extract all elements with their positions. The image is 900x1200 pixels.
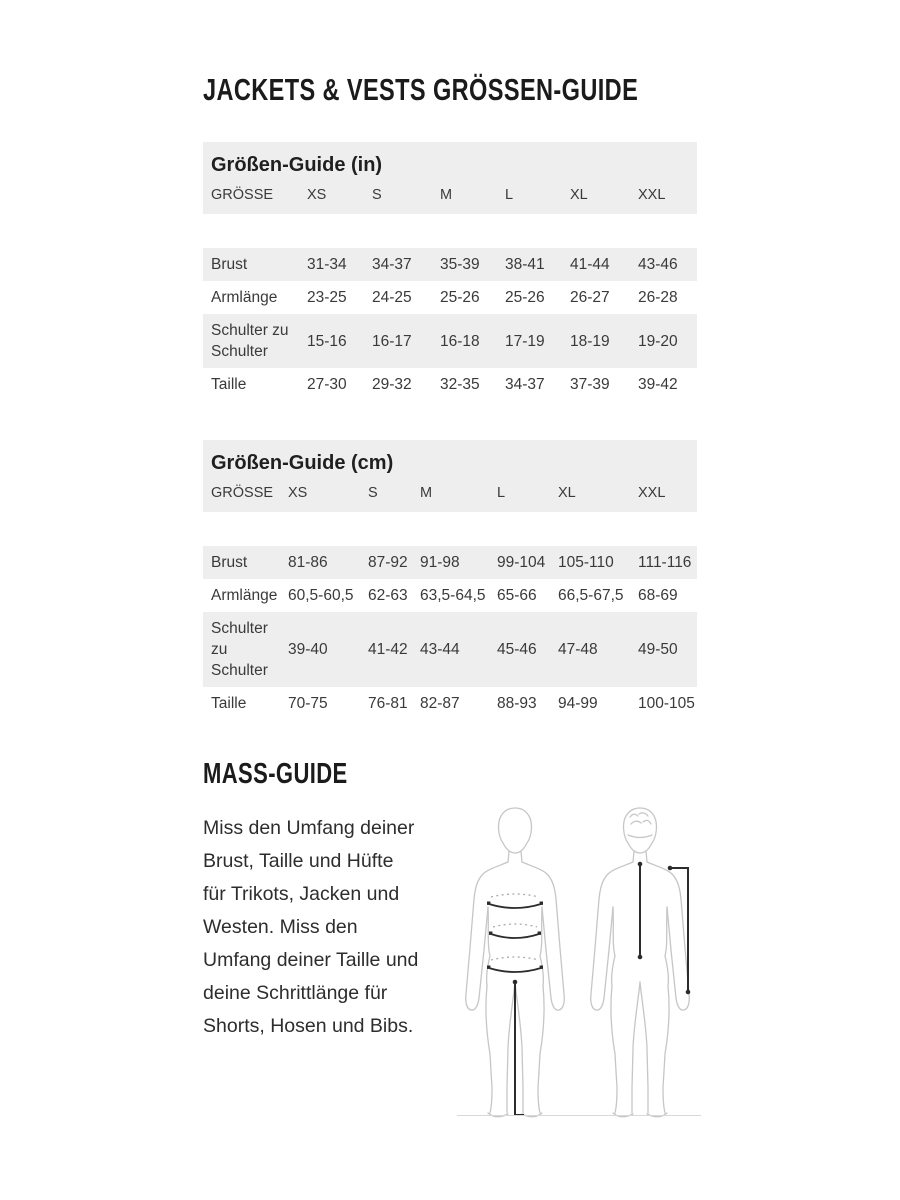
- row-label: Brust: [211, 554, 248, 571]
- table-row: [203, 368, 697, 401]
- cell: 34-37: [505, 376, 545, 393]
- instruction-line: Shorts, Hosen und Bibs.: [203, 1015, 414, 1037]
- cell: 88-93: [497, 695, 537, 712]
- cell: 63,5-64,5: [420, 587, 486, 604]
- cell: 65-66: [497, 587, 537, 604]
- instruction-line: Brust, Taille und Hüfte: [203, 850, 394, 872]
- row-label: Taille: [211, 695, 247, 712]
- table-row: [203, 248, 697, 281]
- cell: 26-27: [570, 289, 610, 306]
- page-title: [203, 74, 703, 105]
- cell: 27-30: [307, 376, 347, 393]
- cell: 19-20: [638, 332, 678, 350]
- table-cm-title: Größen-Guide (cm): [211, 452, 394, 474]
- measure-instructions: [203, 812, 433, 1043]
- column-header-m: M: [440, 187, 453, 203]
- mass-guide-section: [203, 812, 703, 1121]
- table-cm-body: [203, 546, 697, 720]
- column-header-l: L: [505, 187, 514, 203]
- table-row: [203, 281, 697, 314]
- back-and-arm-measure-lines: [640, 864, 688, 992]
- row-label: Schulter zu Schulter: [211, 322, 289, 360]
- cell: 18-19: [570, 332, 610, 350]
- row-label: Armlänge: [211, 587, 278, 604]
- cell: 34-37: [372, 256, 412, 273]
- cell: 49-50: [638, 641, 678, 658]
- instruction-line: für Trikots, Jacken und: [203, 883, 400, 905]
- cell: 60,5-60,5: [288, 587, 354, 604]
- table-inches-body: [203, 248, 697, 401]
- column-header-s: S: [368, 485, 378, 501]
- cell: 66,5-67,5: [558, 587, 624, 604]
- cell: 43-44: [420, 641, 460, 658]
- body-front-figure: [453, 806, 578, 1121]
- cell: 100-105: [638, 695, 695, 712]
- table-row: [203, 612, 697, 687]
- body-back-figure: [578, 806, 703, 1121]
- cell: 15-16: [307, 332, 347, 350]
- cell: 94-99: [558, 695, 598, 712]
- row-label: Taille: [211, 376, 247, 393]
- instruction-line: Umfang deiner Taille und: [203, 949, 419, 971]
- row-label: Armlänge: [211, 289, 278, 306]
- cell: 24-25: [372, 289, 412, 306]
- cell: 32-35: [440, 376, 480, 393]
- cell: 23-25: [307, 289, 347, 306]
- cell: 47-48: [558, 641, 598, 658]
- table-inches-header-block: [203, 142, 697, 214]
- column-header-xl: XL: [558, 485, 576, 501]
- column-header-l: L: [497, 485, 506, 501]
- cell: 41-42: [368, 641, 408, 658]
- table-row: [203, 687, 697, 720]
- row-label: Brust: [211, 256, 248, 273]
- cell: 43-46: [638, 256, 678, 273]
- cell: 91-98: [420, 554, 460, 571]
- table-inches-title: Größen-Guide (in): [211, 154, 383, 176]
- mass-guide-title-text: MASS-GUIDE: [203, 758, 348, 790]
- ground-line: [457, 1115, 701, 1116]
- cell: 37-39: [570, 376, 610, 393]
- cell: 35-39: [440, 256, 480, 273]
- column-header-xxl: XXL: [638, 485, 666, 501]
- column-header-m: M: [420, 485, 433, 501]
- column-header-xs: XS: [307, 187, 327, 203]
- cell: 45-46: [497, 641, 537, 658]
- cell: 82-87: [420, 695, 460, 712]
- column-header-row: [203, 482, 697, 512]
- instruction-line: Westen. Miss den: [203, 916, 358, 938]
- instruction-line: deine Schrittlänge für: [203, 982, 388, 1004]
- cell: 105-110: [558, 554, 614, 571]
- cell: 111-116: [638, 554, 692, 571]
- instruction-line: Miss den Umfang deiner: [203, 817, 415, 839]
- cell: 68-69: [638, 587, 678, 604]
- size-table-inches: [203, 142, 703, 401]
- cell: 81-86: [288, 554, 328, 571]
- size-table-cm: [203, 440, 703, 720]
- cell: 76-81: [368, 695, 408, 712]
- column-header-groesse: GRÖSSE: [211, 485, 274, 501]
- cell: 31-34: [307, 256, 347, 273]
- cell: 29-32: [372, 376, 412, 393]
- column-header-xs: XS: [288, 485, 308, 501]
- page-title-text: JACKETS & VESTS GRÖSSEN-GUIDE: [203, 72, 639, 107]
- table-row: [203, 314, 697, 368]
- cell: 16-18: [440, 332, 480, 350]
- table-row: [203, 546, 697, 579]
- table-cm-column-headers: [203, 482, 697, 512]
- column-header-xxl: XXL: [638, 187, 666, 203]
- cell: 26-28: [638, 289, 678, 306]
- cell: 87-92: [368, 554, 408, 571]
- girth-measure-lines: [489, 904, 541, 972]
- cell: 41-44: [570, 256, 610, 273]
- cell: 62-63: [368, 587, 408, 604]
- table-row: [203, 579, 697, 612]
- row-label: Schulter zu Schulter: [211, 620, 268, 679]
- column-header-row: [203, 184, 697, 214]
- cell: 70-75: [288, 695, 328, 712]
- cell: 38-41: [505, 256, 545, 273]
- mass-guide-title: [203, 760, 703, 789]
- column-header-s: S: [372, 187, 382, 203]
- cell: 17-19: [505, 332, 545, 350]
- cell: 39-42: [638, 376, 678, 393]
- table-cm-header-block: [203, 440, 697, 512]
- column-header-xl: XL: [570, 187, 588, 203]
- cell: 16-17: [372, 332, 412, 350]
- measurement-figures: [453, 806, 703, 1121]
- dotted-girth-lines: [491, 894, 539, 960]
- cell: 99-104: [497, 554, 546, 571]
- cell: 25-26: [505, 289, 545, 306]
- column-header-groesse: GRÖSSE: [211, 187, 274, 203]
- table-inches-column-headers: [203, 184, 697, 214]
- cell: 39-40: [288, 641, 328, 658]
- cell: 25-26: [440, 289, 480, 306]
